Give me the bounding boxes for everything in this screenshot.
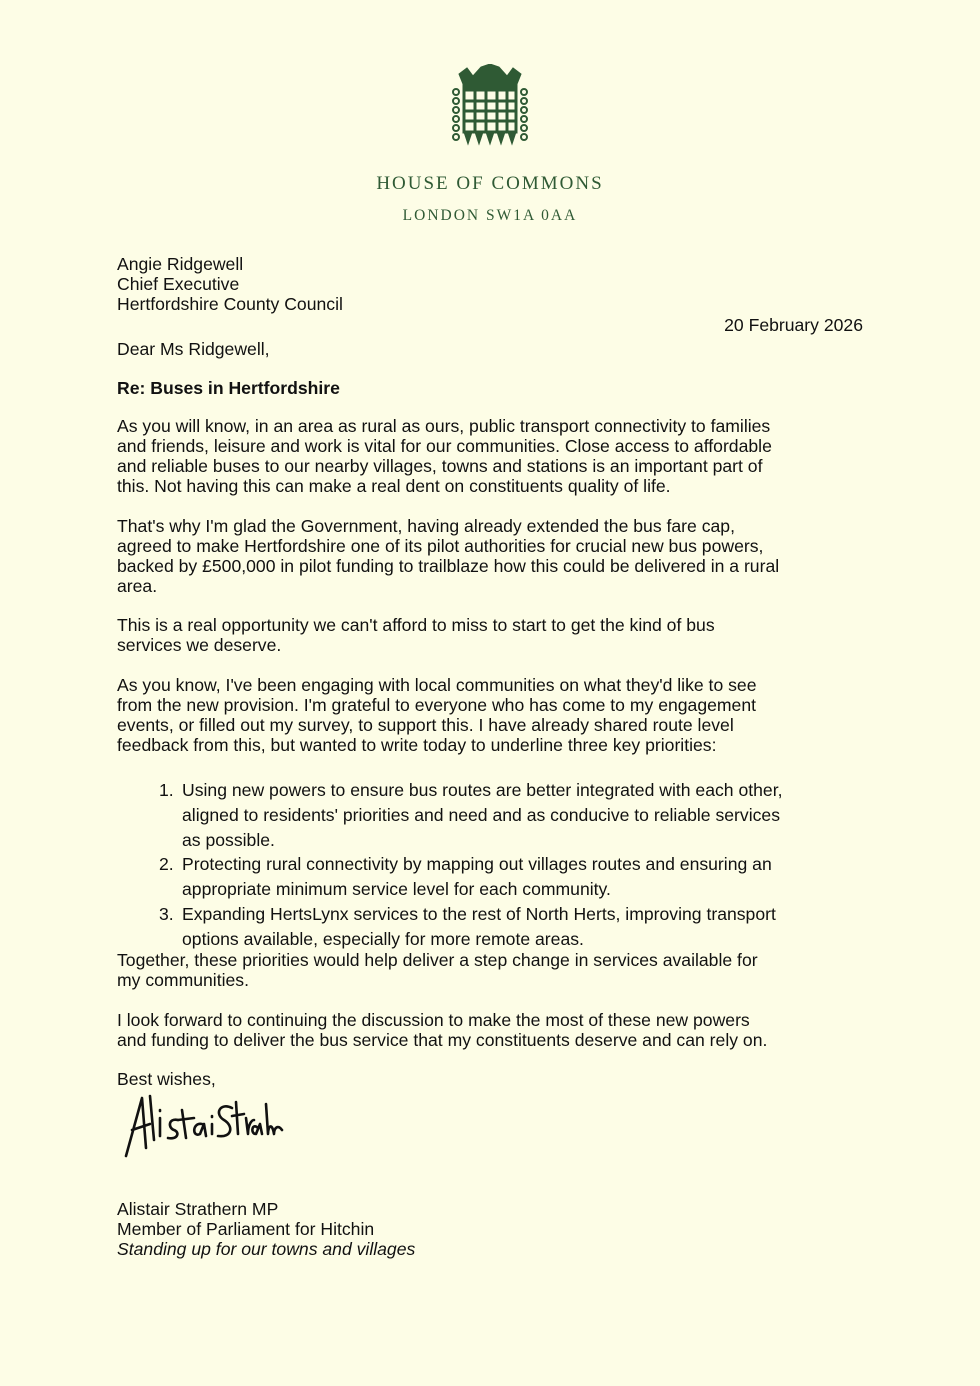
priority-item <box>117 852 783 902</box>
text-line: feedback from this, but wanted to write today to underline three key priorities: <box>117 735 717 755</box>
text-line: Expanding HertsLynx services to the rest of North Herts, improving transport <box>182 903 776 924</box>
recipient-block <box>117 254 343 314</box>
recipient-name: Angie Ridgewell <box>117 254 244 274</box>
recipient-title: Chief Executive <box>117 274 240 294</box>
text-line: and funding to deliver the bus service that my constituents deserve and can rely on. <box>117 1030 768 1050</box>
text-line: This is a real opportunity we can't afford to miss to start to get the kind of bus <box>117 615 715 635</box>
text-line: from the new provision. I'm grateful to everyone who has come to my engagement <box>117 695 757 715</box>
text-line: area. <box>117 576 158 596</box>
priority-item <box>117 902 783 952</box>
text-line: aligned to residents' priorities and need and as conducive to reliable services <box>182 804 780 825</box>
paragraph-6 <box>117 1010 767 1050</box>
text-line: backed by £500,000 in pilot funding to trailblaze how this could be delivered in a rural <box>117 556 780 576</box>
signoff: Best wishes, <box>117 1069 216 1089</box>
recipient-org: Hertfordshire County Council <box>117 294 343 314</box>
list-number: 2. <box>159 854 174 875</box>
text-line: I look forward to continuing the discussion to make the most of these new powers <box>117 1010 750 1030</box>
text-line: this. Not having this can make a real dent on constituents quality of life. <box>117 476 671 496</box>
text-line: Together, these priorities would help deliver a step change in services available for <box>117 950 758 970</box>
letterhead-address: LONDON SW1A 0AA <box>402 207 578 224</box>
paragraph-1 <box>117 416 772 496</box>
signer-title: Member of Parliament for Hitchin <box>117 1219 375 1239</box>
text-line: Using new powers to ensure bus routes are better integrated with each other, <box>182 780 783 800</box>
text-line: options available, especially for more remote areas. <box>182 928 584 949</box>
text-line: As you will know, in an area as rural as ours, public transport connectivity to families <box>117 416 771 436</box>
list-number: 3. <box>159 903 174 924</box>
text-line: my communities. <box>117 970 249 990</box>
text-line: agreed to make Hertfordshire one of its pilot authorities for crucial new bus powers, <box>117 536 764 556</box>
letter-date: 20 February 2026 <box>724 315 863 335</box>
paragraph-5 <box>117 950 758 990</box>
list-number: 1. <box>159 780 174 800</box>
text-line: and friends, leisure and work is vital for our communities. Close access to affordable <box>117 436 772 456</box>
paragraph-4 <box>117 675 756 755</box>
signer-block <box>117 1199 415 1259</box>
text-line: As you know, I've been engaging with local communities on what they'd like to see <box>117 675 757 695</box>
priority-item <box>117 778 783 852</box>
handwritten-signature <box>120 1088 285 1163</box>
subject-line: Re: Buses in Hertfordshire <box>117 378 340 398</box>
signer-name: Alistair Strathern MP <box>117 1199 279 1219</box>
text-line: Protecting rural connectivity by mapping out villages routes and ensuring an <box>182 854 772 875</box>
text-line: services we deserve. <box>117 635 282 655</box>
portcullis-crest-icon <box>451 64 529 146</box>
salutation: Dear Ms Ridgewell, <box>117 339 270 359</box>
paragraph-3 <box>117 615 715 655</box>
letterhead-org: HOUSE OF COMMONS <box>376 173 604 194</box>
priorities-list <box>117 778 783 952</box>
text-line: appropriate minimum service level for each community. <box>182 879 611 900</box>
text-line: and reliable buses to our nearby villages, towns and stations is an important part of <box>117 456 763 476</box>
signer-tagline: Standing up for our towns and villages <box>117 1239 416 1259</box>
paragraph-2 <box>117 516 779 596</box>
text-line: as possible. <box>182 829 275 850</box>
text-line: That's why I'm glad the Government, having already extended the bus fare cap, <box>117 516 735 536</box>
text-line: events, or filled out my survey, to support this. I have already shared route level <box>117 715 734 735</box>
